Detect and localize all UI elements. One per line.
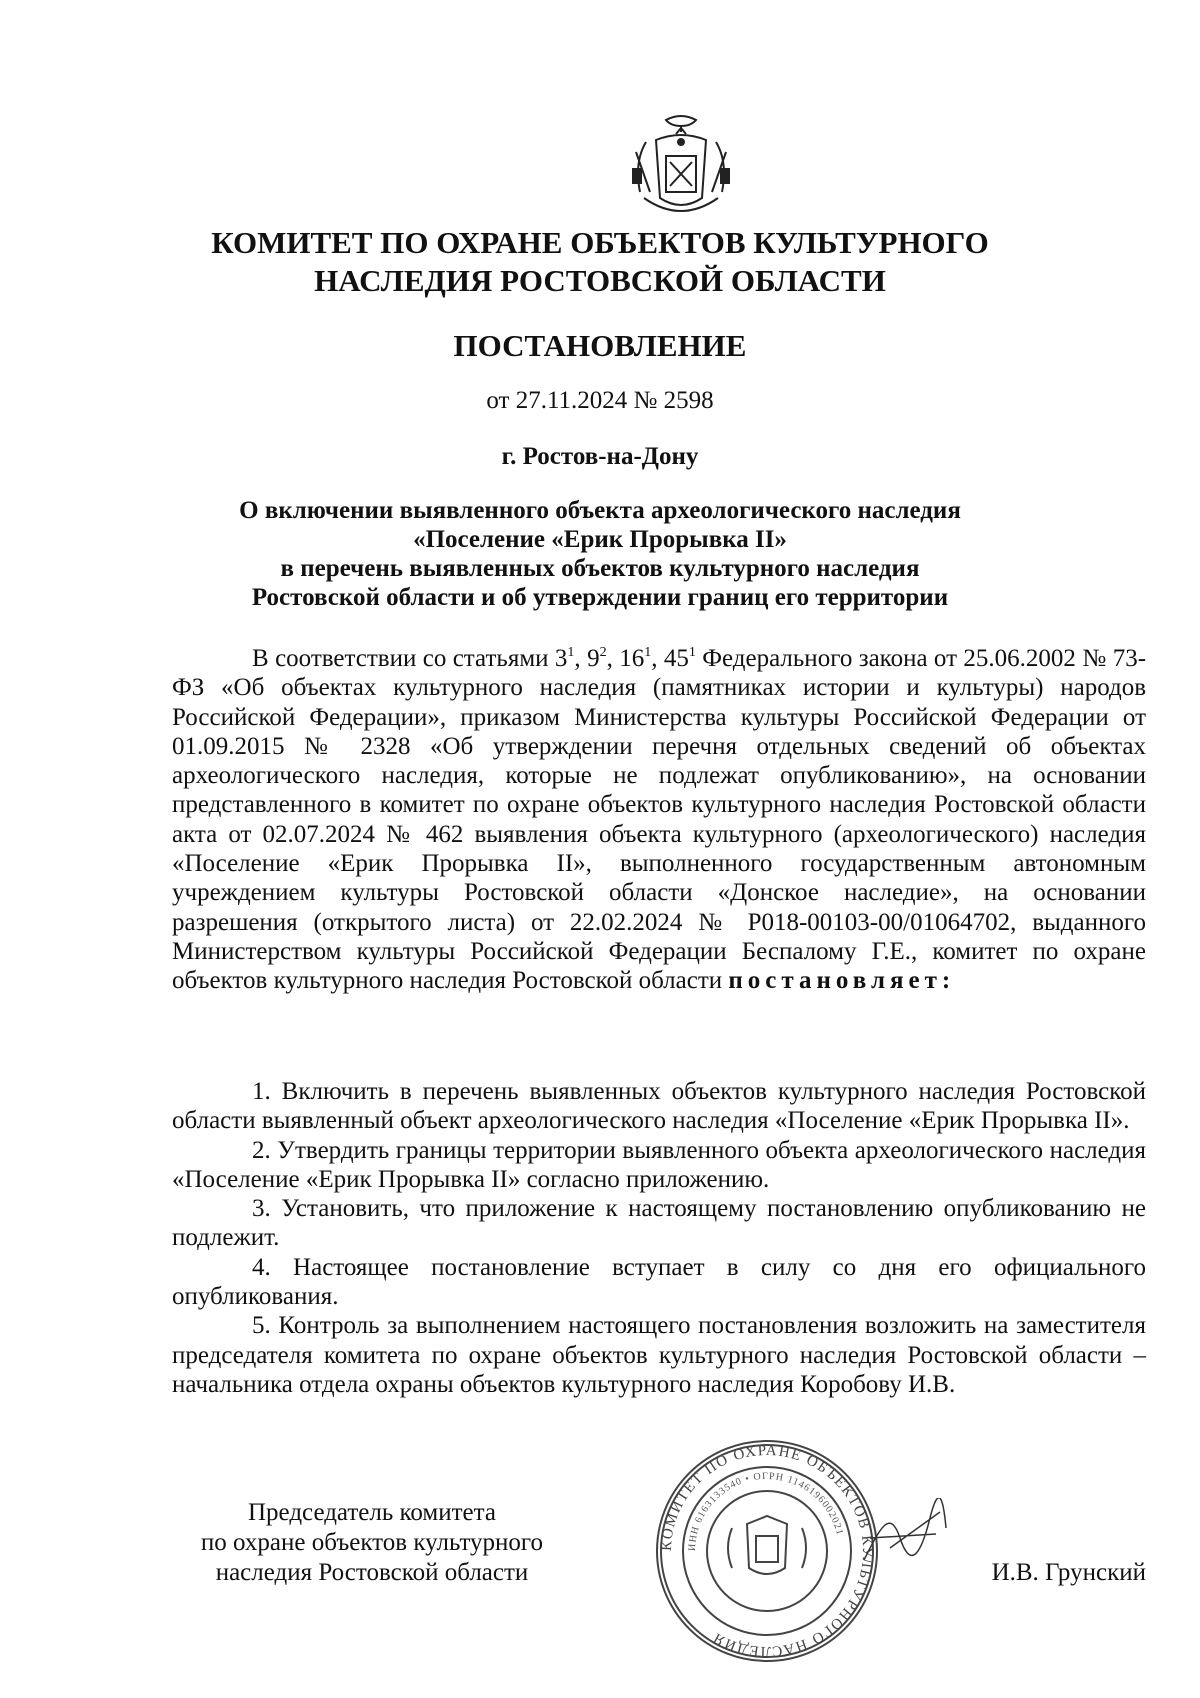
document-type: ПОСТАНОВЛЕНИЕ [453, 328, 747, 363]
date-and-number: от 27.11.2024 № 2598 [486, 387, 714, 414]
organization-name [0, 224, 1200, 300]
preamble [172, 644, 1146, 996]
signatory-title-line-1: Председатель комитета [248, 1499, 496, 1526]
coat-of-arms-emblem [626, 112, 736, 224]
signatory-name: И.В. Грунский [991, 1559, 1146, 1586]
subject-line-1: О включении выявленного объекта археологического наследия [239, 497, 961, 524]
signatory-title-line-3: наследия Ростовской области [215, 1559, 529, 1586]
handwritten-signature [860, 1498, 950, 1568]
signatory-title [172, 1498, 572, 1588]
resolution-item-3: 3. Установить, что приложение к настоящему постановлению опубликованию не подлежит. [172, 1195, 1146, 1252]
resolves-word: постановляет: [728, 967, 956, 995]
subject-line-3: в перечень выявленных объектов культурного наследия [280, 555, 920, 582]
preamble-paragraph: В соответствии со статьями $3^1$, $9^2$, $16^1$, $45^1$ Федерального закона от 25.06.2002 № 73-ФЗ «Об объектах культурного наследия (памятниках истории и культуры) народов Российской Федерации», приказом Министерства культуры Российской Федерации от 01.09.2015 № 2328 «Об утверждении перечня отдельных сведений об объектах археологического наследия, которые не подлежат опубликованию», на основании представленного в комитет по охране объектов культурного наследия Ростовской области акта от 02.07.2024 № 462 выявления объекта культурного (археологического) наследия «Поселение «Ерик Прорывка II», выполненного государственным автономным учреждением культуры Ростовской области «Донское наследие», на основании разрешения (открытого листа) от 22.02.2024 № Р018-00103-00/01064702, выданного Министерством культуры Российской Федерации Беспалому Г.Е., комитет по охране объектов культурного наследия Ростовской области постановляет: [172, 645, 1147, 995]
subject-line-4: Ростовской области и об утверждении границ его территории [251, 584, 949, 611]
city: г. Ростов-на-Дону [501, 443, 699, 470]
stamp-inner-text: ИНН 6163133540 • ОГРН 1146196002021 [686, 1470, 846, 1552]
resolution-item-4: 4. Настоящее постановление вступает в силу со дня его официального опубликования. [172, 1253, 1146, 1311]
resolution-item-2: 2. Утвердить границы территории выявленного объекта археологического наследия «Поселение «Ерик Прорывка II» согласно приложению. [172, 1136, 1146, 1193]
resolution-item-1: 1. Включить в перечень выявленных объектов культурного наследия Ростовской области выявленный объект археологического наследия «Поселение «Ерик Прорывка II». [172, 1078, 1146, 1135]
resolution-items [172, 1077, 1146, 1399]
subject-line-2: «Поселение «Ерик Прорывка II» [413, 526, 787, 553]
resolution-item-5: 5. Контроль за выполнением настоящего постановления возложить на заместителя председателя комитета по охране объектов культурного наследия Ростовской области – начальника отдела охраны объектов культурного наследия Коробову И.В. [172, 1312, 1146, 1398]
svg-text:ИНН 6163133540 • ОГРН 11461960 [687, 1471, 845, 1551]
seal-stamp-icon [652, 1436, 882, 1666]
document-subject [0, 496, 1200, 612]
stamp-outer-text: КОМИТЕТ ПО ОХРАНЕ ОБЪЕКТОВ КУЛЬТУРНОГО НАСЛЕДИЯ [658, 1442, 876, 1660]
org-line-1: КОМИТЕТ ПО ОХРАНЕ ОБЪЕКТОВ КУЛЬТУРНОГО [211, 225, 989, 260]
signatory-title-line-2: по охране объектов культурного [200, 1529, 544, 1556]
org-line-2: НАСЛЕДИЯ РОСТОВСКОЙ ОБЛАСТИ [314, 263, 886, 298]
